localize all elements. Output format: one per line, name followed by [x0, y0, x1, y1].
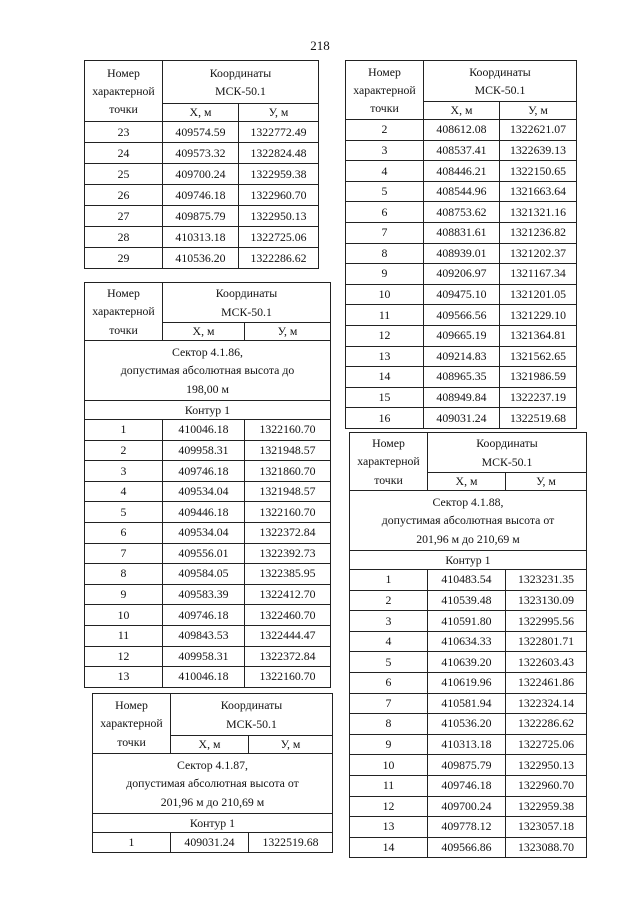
point-number-cell: 5 — [350, 652, 428, 673]
y-coordinate-cell: 1321948.57 — [245, 481, 331, 502]
table-row — [85, 646, 331, 667]
point-number-cell: 7 — [350, 693, 428, 714]
point-number-cell: 15 — [346, 387, 424, 408]
point-number-cell: 4 — [346, 161, 424, 182]
point-number-cell: 7 — [346, 222, 424, 243]
contour-label: Контур 1 — [350, 551, 587, 570]
x-coordinate-cell: 410634.33 — [428, 631, 506, 652]
y-coordinate-cell: 1321236.82 — [500, 222, 577, 243]
point-number-cell: 5 — [85, 502, 163, 523]
table-row — [350, 570, 587, 591]
point-number-cell: 28 — [85, 227, 163, 248]
point-number-cell: 6 — [85, 522, 163, 543]
y-coordinate-cell: 1322372.84 — [245, 646, 331, 667]
y-column-header: У, м — [506, 473, 587, 491]
x-column-header: Х, м — [163, 104, 239, 122]
table-row — [350, 796, 587, 817]
point-number-cell: 2 — [350, 590, 428, 611]
table-row — [350, 672, 587, 693]
point-header-line2: характерной — [92, 304, 155, 319]
point-number-cell: 8 — [350, 714, 428, 735]
table-row — [346, 243, 577, 264]
x-coordinate-cell: 409583.39 — [163, 584, 245, 605]
table-row — [346, 408, 577, 429]
point-header-line2: характерной — [357, 454, 420, 469]
sector-title: Сектор 4.1.88, — [432, 495, 504, 510]
x-coordinate-cell: 409534.04 — [163, 481, 245, 502]
y-coordinate-cell: 1321562.65 — [500, 346, 577, 367]
y-coordinate-cell: 1321948.57 — [245, 440, 331, 461]
point-header-line2: характерной — [353, 82, 416, 97]
x-coordinate-cell: 409958.31 — [163, 646, 245, 667]
coords-title: Координаты — [476, 436, 538, 451]
x-coordinate-cell: 409700.24 — [163, 164, 239, 185]
table-row — [85, 564, 331, 585]
y-coordinate-cell: 1322150.65 — [500, 161, 577, 182]
x-coordinate-cell: 410483.54 — [428, 570, 506, 591]
y-coordinate-cell: 1322412.70 — [245, 584, 331, 605]
point-number-cell: 6 — [346, 202, 424, 223]
y-coordinate-cell: 1322237.19 — [500, 387, 577, 408]
y-coordinate-cell: 1321321.16 — [500, 202, 577, 223]
table-row — [350, 734, 587, 755]
coords-header — [171, 694, 333, 736]
coords-title: Координаты — [220, 698, 283, 713]
table-header-row — [350, 433, 587, 473]
coords-header — [163, 61, 319, 104]
point-number-header — [350, 433, 428, 491]
contour-row — [93, 814, 333, 833]
point-header-line2: характерной — [92, 83, 155, 98]
coords-header — [428, 433, 587, 473]
coords-system: МСК-50.1 — [221, 304, 272, 319]
y-coordinate-cell: 1321229.10 — [500, 305, 577, 326]
x-coordinate-cell: 410591.80 — [428, 611, 506, 632]
x-coordinate-cell: 409665.19 — [424, 325, 500, 346]
x-column-header: Х, м — [163, 323, 245, 341]
point-number-cell: 12 — [346, 325, 424, 346]
point-number-cell: 10 — [85, 605, 163, 626]
table-row — [85, 227, 319, 248]
point-number-cell: 9 — [85, 584, 163, 605]
point-number-cell: 9 — [350, 734, 428, 755]
table-row — [85, 584, 331, 605]
point-number-header — [346, 61, 424, 120]
point-header-line1: Номер — [107, 65, 140, 80]
x-coordinate-cell: 408544.96 — [424, 181, 500, 202]
sector-row — [350, 491, 587, 551]
coords-table-2 — [345, 60, 577, 429]
point-header-line3: точки — [109, 102, 138, 117]
table-row — [346, 346, 577, 367]
table-row — [85, 440, 331, 461]
x-coordinate-cell: 409206.97 — [424, 264, 500, 285]
point-number-cell: 2 — [85, 440, 163, 461]
contour-row — [350, 551, 587, 570]
y-coordinate-cell: 1322461.86 — [506, 672, 587, 693]
table-row — [85, 185, 319, 206]
point-number-cell: 26 — [85, 185, 163, 206]
y-coordinate-cell: 1322392.73 — [245, 543, 331, 564]
table-row — [346, 120, 577, 141]
point-number-header — [85, 61, 163, 122]
y-coordinate-cell: 1322960.70 — [506, 775, 587, 796]
table-row — [346, 305, 577, 326]
coords-header — [163, 283, 331, 323]
point-number-cell: 3 — [350, 611, 428, 632]
sector-height-value: 201,96 м до 210,69 м — [160, 794, 265, 809]
point-number-cell: 10 — [350, 755, 428, 776]
y-coordinate-cell: 1323130.09 — [506, 590, 587, 611]
y-coordinate-cell: 1322385.95 — [245, 564, 331, 585]
point-number-header — [85, 283, 163, 341]
x-coordinate-cell: 410046.18 — [163, 420, 245, 441]
x-coordinate-cell: 409875.79 — [163, 206, 239, 227]
sector-title: Сектор 4.1.87, — [176, 758, 248, 773]
y-coordinate-cell: 1322160.70 — [245, 420, 331, 441]
x-coordinate-cell: 408446.21 — [424, 161, 500, 182]
table-row — [85, 522, 331, 543]
y-coordinate-cell: 1322372.84 — [245, 522, 331, 543]
y-coordinate-cell: 1322621.07 — [500, 120, 577, 141]
sector-title: Сектор 4.1.86, — [171, 345, 243, 360]
table-row — [93, 833, 333, 853]
contour-label: Контур 1 — [85, 401, 331, 420]
coords-title: Координаты — [209, 65, 272, 80]
x-coordinate-cell: 409958.31 — [163, 440, 245, 461]
coords-system: МСК-50.1 — [215, 84, 266, 98]
table-row — [350, 714, 587, 735]
point-number-cell: 2 — [346, 120, 424, 141]
x-coordinate-cell: 409556.01 — [163, 543, 245, 564]
table-row — [85, 481, 331, 502]
x-coordinate-cell: 409214.83 — [424, 346, 500, 367]
contour-label: Контур 1 — [93, 814, 333, 833]
y-coordinate-cell: 1322959.38 — [506, 796, 587, 817]
x-coordinate-cell: 410313.18 — [428, 734, 506, 755]
x-coordinate-cell: 408537.41 — [424, 140, 500, 161]
point-number-cell: 24 — [85, 143, 163, 164]
sector-height-line: допустимая абсолютная высота от — [126, 776, 299, 791]
table-row — [346, 202, 577, 223]
point-number-cell: 1 — [93, 833, 171, 853]
table-header-row — [85, 61, 319, 104]
x-coordinate-cell: 408831.61 — [424, 222, 500, 243]
point-header-line1: Номер — [372, 436, 405, 451]
y-coordinate-cell: 1322460.70 — [245, 605, 331, 626]
x-coordinate-cell: 409031.24 — [424, 408, 500, 429]
table-row — [85, 122, 319, 143]
x-coordinate-cell: 409573.32 — [163, 143, 239, 164]
x-coordinate-cell: 409746.18 — [428, 775, 506, 796]
y-coordinate-cell: 1321201.05 — [500, 284, 577, 305]
x-coordinate-cell: 410536.20 — [163, 248, 239, 269]
sector-height-value: 198,00 м — [186, 381, 229, 396]
point-number-cell: 1 — [350, 570, 428, 591]
y-coordinate-cell: 1322160.70 — [245, 667, 331, 688]
table-row — [85, 667, 331, 688]
point-number-cell: 7 — [85, 543, 163, 564]
point-number-cell: 11 — [346, 305, 424, 326]
sector-height-value: 201,96 м до 210,69 м — [416, 531, 520, 546]
x-coordinate-cell: 409700.24 — [428, 796, 506, 817]
x-coordinate-cell: 408939.01 — [424, 243, 500, 264]
y-coordinate-cell: 1322801.71 — [506, 631, 587, 652]
point-number-cell: 9 — [346, 264, 424, 285]
point-number-cell: 12 — [350, 796, 428, 817]
sector-description — [93, 754, 333, 814]
x-coordinate-cell: 408949.84 — [424, 387, 500, 408]
point-number-cell: 8 — [85, 564, 163, 585]
y-column-header: У, м — [239, 104, 319, 122]
coords-title: Координаты — [215, 286, 278, 301]
table-row — [85, 543, 331, 564]
coords-system: МСК-50.1 — [226, 716, 277, 731]
sector-height-line: допустимая абсолютная высота до — [120, 363, 295, 378]
table-row — [85, 502, 331, 523]
table-header-row — [93, 694, 333, 736]
point-number-cell: 16 — [346, 408, 424, 429]
x-coordinate-cell: 410639.20 — [428, 652, 506, 673]
coords-table-5 — [349, 432, 587, 858]
coords-table-1 — [84, 60, 319, 269]
y-coordinate-cell: 1322824.48 — [239, 143, 319, 164]
coords-header — [424, 61, 577, 102]
point-number-cell: 8 — [346, 243, 424, 264]
x-coordinate-cell: 409584.05 — [163, 564, 245, 585]
x-column-header: Х, м — [428, 473, 506, 491]
point-number-cell: 10 — [346, 284, 424, 305]
x-column-header: Х, м — [424, 102, 500, 120]
point-number-cell: 13 — [346, 346, 424, 367]
table-row — [350, 590, 587, 611]
table-row — [350, 837, 587, 858]
point-header-line1: Номер — [115, 698, 148, 713]
x-coordinate-cell: 409475.10 — [424, 284, 500, 305]
table-row — [350, 775, 587, 796]
table-row — [85, 461, 331, 482]
y-coordinate-cell: 1322444.47 — [245, 625, 331, 646]
y-coordinate-cell: 1322725.06 — [239, 227, 319, 248]
table-row — [350, 631, 587, 652]
point-number-cell: 14 — [350, 837, 428, 858]
table-row — [350, 755, 587, 776]
page-number: 218 — [310, 38, 330, 53]
point-number-cell: 29 — [85, 248, 163, 269]
x-coordinate-cell: 409566.56 — [424, 305, 500, 326]
point-number-cell: 12 — [85, 646, 163, 667]
x-coordinate-cell: 409778.12 — [428, 817, 506, 838]
y-coordinate-cell: 1322960.70 — [239, 185, 319, 206]
x-coordinate-cell: 409875.79 — [428, 755, 506, 776]
point-number-cell: 1 — [85, 420, 163, 441]
point-number-cell: 27 — [85, 206, 163, 227]
y-coordinate-cell: 1321663.64 — [500, 181, 577, 202]
table-row — [85, 143, 319, 164]
coords-title: Координаты — [469, 64, 531, 79]
table-row — [85, 420, 331, 441]
x-coordinate-cell: 410536.20 — [428, 714, 506, 735]
table-header-row — [85, 283, 331, 323]
y-column-header: У, м — [249, 736, 333, 754]
table-row — [346, 387, 577, 408]
y-coordinate-cell: 1322519.68 — [249, 833, 333, 853]
sector-description — [85, 341, 331, 401]
point-number-cell: 25 — [85, 164, 163, 185]
point-number-cell: 11 — [350, 775, 428, 796]
y-coordinate-cell: 1321202.37 — [500, 243, 577, 264]
y-coordinate-cell: 1322160.70 — [245, 502, 331, 523]
table-header-row — [346, 61, 577, 102]
table-row — [346, 161, 577, 182]
point-number-cell: 6 — [350, 672, 428, 693]
y-coordinate-cell: 1323231.35 — [506, 570, 587, 591]
sector-height-line: допустимая абсолютная высота от — [381, 513, 555, 528]
table-row — [346, 264, 577, 285]
x-coordinate-cell: 410046.18 — [163, 667, 245, 688]
table-row — [85, 164, 319, 185]
x-coordinate-cell: 409746.18 — [163, 185, 239, 206]
x-coordinate-cell: 410539.48 — [428, 590, 506, 611]
y-coordinate-cell: 1322725.06 — [506, 734, 587, 755]
point-number-cell: 4 — [85, 481, 163, 502]
point-number-cell: 13 — [350, 817, 428, 838]
table-row — [346, 140, 577, 161]
x-coordinate-cell: 408753.62 — [424, 202, 500, 223]
coords-system: МСК-50.1 — [481, 454, 533, 469]
x-coordinate-cell: 409574.59 — [163, 122, 239, 143]
coords-system: МСК-50.1 — [474, 83, 526, 97]
x-coordinate-cell: 409446.18 — [163, 502, 245, 523]
y-coordinate-cell: 1322286.62 — [239, 248, 319, 269]
y-coordinate-cell: 1323057.18 — [506, 817, 587, 838]
point-number-cell: 11 — [85, 625, 163, 646]
point-header-line1: Номер — [107, 286, 140, 301]
point-header-line1: Номер — [368, 64, 401, 79]
y-coordinate-cell: 1322959.38 — [239, 164, 319, 185]
sector-row — [85, 341, 331, 401]
sector-row — [93, 754, 333, 814]
table-row — [346, 284, 577, 305]
table-row — [350, 817, 587, 838]
y-coordinate-cell: 1322519.68 — [500, 408, 577, 429]
x-coordinate-cell: 409031.24 — [171, 833, 249, 853]
x-coordinate-cell: 409746.18 — [163, 605, 245, 626]
point-number-cell: 14 — [346, 367, 424, 388]
x-coordinate-cell: 409566.86 — [428, 837, 506, 858]
x-coordinate-cell: 408612.08 — [424, 120, 500, 141]
point-number-cell: 23 — [85, 122, 163, 143]
table-row — [85, 248, 319, 269]
point-header-line2: характерной — [100, 716, 163, 731]
table-row — [85, 206, 319, 227]
y-coordinate-cell: 1322772.49 — [239, 122, 319, 143]
y-coordinate-cell: 1323088.70 — [506, 837, 587, 858]
coords-table-3 — [84, 282, 331, 688]
y-coordinate-cell: 1322286.62 — [506, 714, 587, 735]
point-header-line3: точки — [109, 322, 138, 337]
y-coordinate-cell: 1321364.81 — [500, 325, 577, 346]
y-coordinate-cell: 1322950.13 — [239, 206, 319, 227]
y-coordinate-cell: 1322950.13 — [506, 755, 587, 776]
contour-row — [85, 401, 331, 420]
point-number-cell: 4 — [350, 631, 428, 652]
table-row — [85, 605, 331, 626]
x-coordinate-cell: 409843.53 — [163, 625, 245, 646]
x-coordinate-cell: 410581.94 — [428, 693, 506, 714]
y-column-header: У, м — [245, 323, 331, 341]
point-number-cell: 5 — [346, 181, 424, 202]
y-coordinate-cell: 1322324.14 — [506, 693, 587, 714]
x-coordinate-cell: 410313.18 — [163, 227, 239, 248]
y-column-header: У, м — [500, 102, 577, 120]
table-row — [346, 222, 577, 243]
x-coordinate-cell: 410619.96 — [428, 672, 506, 693]
point-number-cell: 13 — [85, 667, 163, 688]
y-coordinate-cell: 1322603.43 — [506, 652, 587, 673]
point-number-cell: 3 — [85, 461, 163, 482]
coords-table-4 — [92, 693, 333, 853]
y-coordinate-cell: 1322995.56 — [506, 611, 587, 632]
table-row — [350, 611, 587, 632]
point-header-line3: точки — [117, 734, 146, 749]
x-column-header: Х, м — [171, 736, 249, 754]
table-row — [350, 652, 587, 673]
point-number-cell: 3 — [346, 140, 424, 161]
x-coordinate-cell: 409746.18 — [163, 461, 245, 482]
table-row — [346, 367, 577, 388]
table-row — [346, 181, 577, 202]
sector-description — [350, 491, 587, 551]
point-number-header — [93, 694, 171, 754]
table-row — [85, 625, 331, 646]
y-coordinate-cell: 1322639.13 — [500, 140, 577, 161]
table-row — [350, 693, 587, 714]
x-coordinate-cell: 408965.35 — [424, 367, 500, 388]
y-coordinate-cell: 1321986.59 — [500, 367, 577, 388]
point-header-line3: точки — [370, 101, 399, 116]
x-coordinate-cell: 409534.04 — [163, 522, 245, 543]
point-header-line3: точки — [374, 472, 403, 487]
y-coordinate-cell: 1321167.34 — [500, 264, 577, 285]
y-coordinate-cell: 1321860.70 — [245, 461, 331, 482]
table-row — [346, 325, 577, 346]
